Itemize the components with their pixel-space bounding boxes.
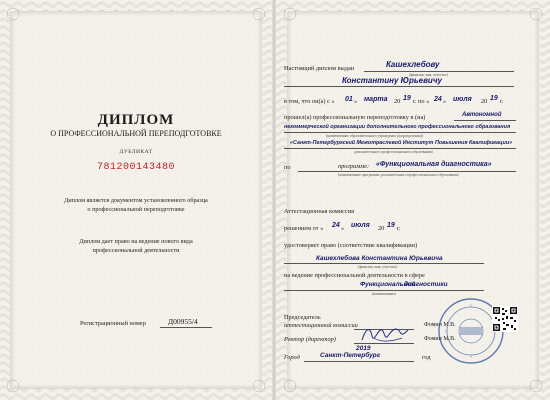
organization-caption: (наименование образовательного учреждения (подразделения)) [326,134,423,138]
commission-label: Аттестационная комиссия [284,208,354,215]
issued-label: Настоящий диплом выдан [284,65,355,72]
organization-line-1: Автономной [462,112,502,118]
activity-label: на ведение профессиональной деятельности в сфере [284,272,425,279]
registration-underline [160,327,212,328]
program-caption: (наименование программы дополнительного профессионального образования) [338,173,459,177]
surname-underline [364,71,514,72]
activity-underline [284,290,484,291]
recipient-name: Константину Юрьевичу [342,76,442,85]
qr-code-icon [492,306,518,332]
rector-label: Ректор (директор) [284,336,336,343]
rector-signature [360,318,410,348]
period-year-to: 19 [490,95,498,102]
chair-label-2: аттестационной комиссии [284,322,358,329]
registration-number: Д00955/4 [168,317,198,326]
org-underline-2 [284,132,516,133]
activity-line-1: Функциональной [360,281,416,288]
year-suffix-to: г. [500,98,504,105]
city-label: Город [284,354,300,361]
chair-name: Фомин М.В. [424,322,456,328]
issue-year: 2019 [356,345,371,352]
name-underline [284,86,514,87]
program-underline [298,171,516,172]
organization-line-3: «Санкт-Петербургский Межотраслевой Институт Повышения Квалификации» [290,140,513,146]
organization-caption-2: дополнительного профессионального образования) [354,150,433,154]
period-month-to: июля [453,96,472,103]
rights-text-line-2: профессиональной деятельности [92,247,180,254]
period-month-from: марта [364,96,388,103]
recipient-surname: Кашехлебову [386,60,440,69]
year-suffix-issue: год [422,354,431,361]
left-page [0,0,272,400]
decision-year: 19 [387,222,395,229]
decision-year-suffix: г. [397,225,401,232]
confirms-label: удостоверяет право (соответствие квалификации) [284,242,418,249]
organization-line-2: некоммерческой организации дополнительного профессионального образования [284,124,511,130]
document-text-line-2: о профессиональной переподготовке [87,206,185,213]
rector-name: Фомин М.В. [424,336,456,342]
decision-month: июля [351,222,370,229]
period-by-label: г. по « [413,98,430,105]
decision-day: 24 [332,222,340,229]
fio-caption: (фамилия, имя, отчество) [409,73,448,77]
period-year-from: 19 [403,95,411,102]
diploma-title: ДИПЛОМ [97,112,175,128]
decision-label: решением от « [284,225,324,232]
program-prefix: по [284,164,291,171]
chair-label-1: Председатель [284,314,321,321]
document-text-line-1: Диплом является документом установленного образца [64,197,208,204]
passed-label: прошел(а) профессиональную переподготовку в (на) [284,114,426,121]
program-name: «Функциональная диагностика» [376,161,492,168]
city-underline [304,361,414,362]
qualified-person: Кашехлебова Константина Юрьевича [316,255,443,262]
city-name: Санкт-Петербург [320,352,381,359]
person-underline [284,263,484,264]
period-label: в том, что он(а) с « [284,98,335,105]
year-prefix-from: 20 [394,98,401,105]
period-day-to: 24 [434,96,442,103]
period-day-from: 01 [345,96,353,103]
org-underline-1 [454,120,516,121]
registration-label: Регистрационный номер [80,320,146,327]
org-underline-3 [284,148,516,149]
program-label: программе: [338,163,370,170]
decision-year-prefix: 20 [378,225,385,232]
diploma-number: 781200143480 [96,162,175,173]
activity-line-2: диагностики [404,281,448,288]
right-page: Настоящий диплом выдан Кашехлебову (фамилия, имя, отчество) Константину Юрьевичу в том, что он(а) с « 01 » марта 20 19 г. по « 24 » июля 20 19 г. прошел(а) профессиональную переподготовку в (на) Автономной некоммерческой организации дополнительного профессионального образования (наименование образовательного учреждения (подразделения)) «Санкт-Петербургский Межотраслевой Институт Повышения Квалификации» дополнительного профессионального образования) по программе: «Функциональная диагностика» (наименование программы дополнительного профессионального образования) Аттестационная комиссия решением от « 24 » июля 20 19 г. удостоверяет право (соответствие квалификации) Кашехлебова Константина Юрьевича (фамилия, имя, отчество) на ведение профессиональной деятельности в сфере Функциональной диагностики (наименование) Председатель аттестационной комиссии Фомин М.В. Ректор (директор) Фомин М.В. 2019 Город Санкт-Петербург год [276,0,550,400]
duplicate-label: ДУБЛИКАТ [119,149,153,155]
rights-text-line-1: Диплом дает право на ведение нового вида [79,238,193,245]
person-caption: (фамилия, имя, отчество) [358,265,397,269]
year-prefix-to: 20 [481,98,488,105]
activity-caption: (наименование) [372,292,397,296]
diploma-subtitle: О ПРОФЕССИОНАЛЬНОЙ ПЕРЕПОДГОТОВКЕ [50,129,222,138]
